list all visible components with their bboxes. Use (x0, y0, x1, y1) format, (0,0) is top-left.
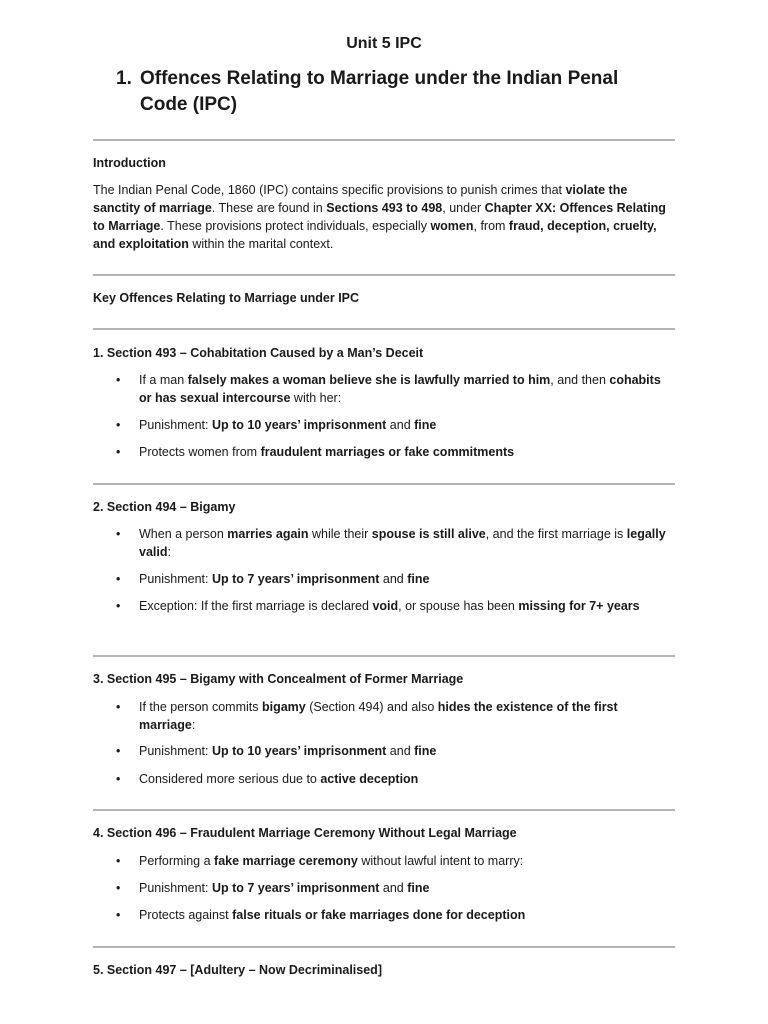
bullet-emphasis: bigamy (261, 700, 306, 714)
intro-text: , under (442, 201, 485, 215)
bullet-icon: • (116, 854, 121, 868)
intro-text: within the marital context. (188, 237, 334, 251)
section-493-title: 1. Section 493 – Cohabitation Caused by a Man’s Deceit (93, 346, 424, 360)
bullet-icon: • (116, 599, 121, 613)
bullet-icon: • (116, 373, 121, 387)
bullet-icon: • (116, 700, 121, 714)
intro-emphasis: women (430, 219, 474, 233)
intro-text: . These provisions protect individuals, especially (160, 219, 431, 233)
bullet-text: If the person commits (139, 700, 262, 714)
bullet-emphasis: Up to 10 years’ imprisonment (211, 418, 387, 432)
bullet-emphasis: fine (414, 418, 437, 432)
bullet-text: while their (308, 527, 372, 541)
divider (93, 328, 675, 330)
bullet-icon: • (116, 772, 121, 786)
intro-paragraph (93, 181, 675, 253)
intro-text: The Indian Penal Code, 1860 (IPC) contains specific provisions to punish crimes that (93, 183, 566, 197)
list-item (116, 698, 676, 734)
bullet-text: , and then (550, 373, 610, 387)
section-496-title: 4. Section 496 – Fraudulent Marriage Ceremony Without Legal Marriage (93, 826, 517, 840)
main-heading (116, 66, 656, 118)
bullet-emphasis: active deception (320, 772, 419, 786)
bullet-emphasis: hides the existence of the first marriage (139, 700, 618, 732)
bullet-icon: • (116, 445, 121, 459)
intro-emphasis: fraud, deception, cruelty, and exploitation (93, 219, 657, 251)
divider (93, 655, 675, 657)
bullet-text: When a person (139, 527, 228, 541)
divider (93, 946, 675, 948)
bullet-emphasis: spouse is still alive (371, 527, 486, 541)
bullet-text: : (167, 545, 171, 559)
bullet-text: Protects against (139, 908, 233, 922)
bullet-text: : (191, 718, 196, 732)
intro-emphasis: violate the sanctity of marriage (93, 183, 628, 215)
divider (93, 139, 675, 141)
bullet-emphasis: fake marriage ceremony (214, 854, 358, 868)
bullet-emphasis: void (372, 599, 399, 613)
bullet-icon: • (116, 908, 121, 922)
bullet-text: without lawful intent to marry: (357, 854, 524, 868)
bullet-icon: • (116, 744, 121, 758)
list-item (116, 416, 676, 434)
list-item (116, 742, 676, 760)
bullet-text: Protects women from (139, 445, 261, 459)
list-item (116, 906, 676, 924)
bullet-emphasis: Up to 7 years’ imprisonment (211, 881, 380, 895)
bullet-text: Punishment: (139, 418, 212, 432)
bullet-text: Considered more serious due to (139, 772, 321, 786)
section-494-title: 2. Section 494 – Bigamy (93, 500, 236, 514)
list-item (116, 597, 676, 615)
bullet-emphasis: falsely makes a woman believe she is lawfully married to him (187, 373, 551, 387)
main-heading-number: 1. (116, 68, 132, 89)
list-item (116, 879, 676, 897)
bullet-emphasis: Up to 7 years’ imprisonment (211, 572, 380, 586)
list-item (116, 443, 676, 461)
bullet-text: with her: (290, 391, 342, 405)
bullet-text: Punishment: (139, 881, 212, 895)
section-495-title: 3. Section 495 – Bigamy with Concealment of Former Marriage (93, 672, 464, 686)
main-heading-text: Offences Relating to Marriage under the Indian Penal Code (IPC) (140, 68, 619, 115)
intro-text: , from (473, 219, 509, 233)
divider (93, 274, 675, 276)
list-item (116, 770, 676, 788)
bullet-emphasis: false rituals or fake marriages done for deception (232, 908, 526, 922)
bullet-text: Exception: If the first marriage is declared (139, 599, 373, 613)
bullet-icon: • (116, 572, 121, 586)
document-title: Unit 5 IPC (346, 35, 422, 52)
bullet-text: Performing a (139, 854, 215, 868)
bullet-text: If a man (139, 373, 188, 387)
list-item (116, 371, 676, 407)
bullet-text: Punishment: (139, 744, 212, 758)
divider (93, 809, 675, 811)
bullet-emphasis: fine (414, 744, 437, 758)
intro-emphasis: Sections 493 to 498 (326, 201, 443, 215)
key-offences-heading: Key Offences Relating to Marriage under IPC (93, 291, 360, 305)
bullet-emphasis: Up to 10 years’ imprisonment (211, 744, 387, 758)
bullet-icon: • (116, 881, 121, 895)
intro-label: Introduction (93, 156, 166, 170)
bullet-emphasis: fraudulent marriages or fake commitments (260, 445, 515, 459)
bullet-emphasis: cohabits or has sexual intercourse (139, 373, 661, 405)
bullet-text: and (386, 744, 415, 758)
divider (93, 483, 675, 485)
list-item (116, 570, 676, 588)
bullet-text: (Section 494) and also (305, 700, 438, 714)
bullet-icon: • (116, 527, 121, 541)
bullet-text: , or spouse has been (398, 599, 519, 613)
bullet-text: and (386, 418, 415, 432)
intro-text: . These are found in (211, 201, 327, 215)
list-item (116, 525, 676, 561)
bullet-emphasis: fine (407, 881, 430, 895)
intro-emphasis: Chapter XX: Offences Relating to Marriage (93, 201, 666, 233)
section-497-title: 5. Section 497 – [Adultery – Now Decriminalised] (93, 963, 382, 977)
bullet-text: and (379, 881, 408, 895)
bullet-text: and (379, 572, 408, 586)
list-item (116, 852, 676, 870)
bullet-emphasis: legally valid (139, 527, 666, 559)
bullet-emphasis: missing for 7+ years (518, 599, 640, 613)
bullet-text: , and the first marriage is (485, 527, 627, 541)
bullet-emphasis: fine (407, 572, 430, 586)
bullet-emphasis: marries again (227, 527, 309, 541)
bullet-icon: • (116, 418, 121, 432)
bullet-text: Punishment: (139, 572, 212, 586)
